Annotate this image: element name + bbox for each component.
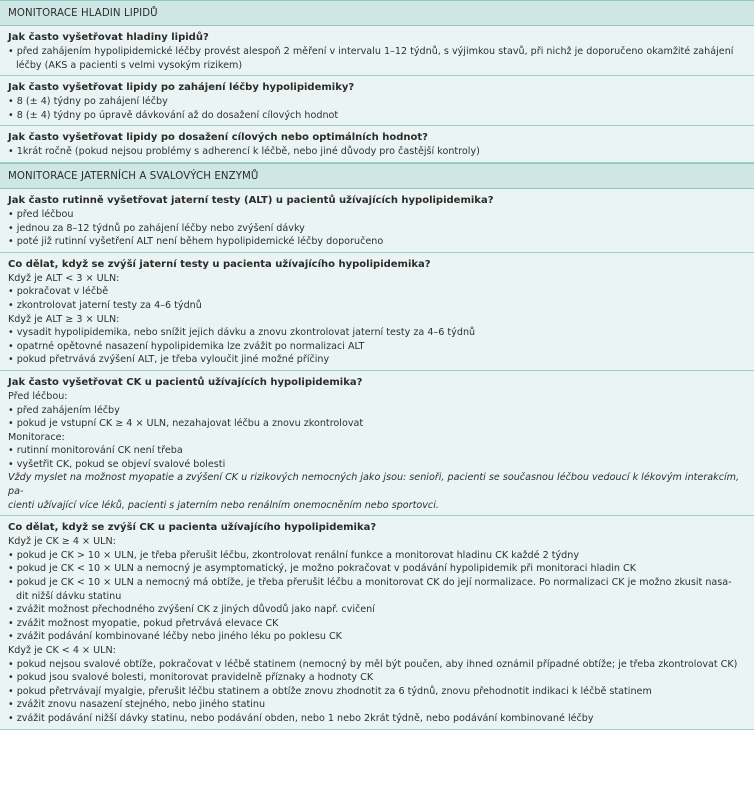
text-line: • před zahájením hypolipidemické léčby provést alespoň 2 měření v intervalu 1–12 týdnů, s výjimkou stavů, při nichž je doporučeno okamžité zahájení — [8, 46, 734, 57]
question-block — [0, 371, 754, 516]
bullet-item: • zkontrolovat jaterní testy za 4–6 týdnů — [8, 299, 746, 313]
text-line: Když je CK ≥ 4 × ULN: — [8, 536, 116, 548]
note-text: cienti užívající více léků, pacienti s jaterním nebo renálním onemocněním nebo sportovci. — [8, 499, 439, 511]
question-block — [0, 189, 754, 253]
section-header: MONITORACE HLADIN LIPIDŮ — [0, 0, 754, 26]
question-block — [0, 516, 754, 729]
text-line: Když je CK < 4 × ULN: — [8, 645, 116, 656]
bullet-item: • rutinní monitorování CK není třeba — [8, 444, 746, 458]
bullet-item: • pokud přetrvávají myalgie, přerušit léčbu statinem a obtíže znovu zhodnotit za 6 týdnů, znovu přehodnotit indikaci k léčbě statinem — [8, 685, 746, 699]
text-line: léčby (AKS a pacienti s velmi vysokým rizikem) — [16, 59, 243, 71]
bullet-item: • zvážit podávání kombinované léčby nebo jiného léku po poklesu CK — [8, 630, 746, 644]
text-line: Když je ALT ≥ 3 × ULN: — [8, 313, 120, 325]
bullet-item: • zvážit možnost myopatie, pokud přetrvává elevace CK — [8, 617, 746, 631]
text-line: dit nižší dávku statinu — [16, 590, 122, 602]
question-heading: Jak často vyšetřovat hladiny lipidů? — [8, 32, 209, 43]
bullet-item: • zvážit znovu nasazení stejného, nebo jiného statinu — [8, 698, 746, 712]
bullet-item: • před léčbou — [8, 208, 746, 222]
question-block — [0, 126, 754, 163]
bullet-item: • poté již rutinní vyšetření ALT není během hypolipidemické léčby doporučeno — [8, 235, 746, 249]
bullet-item: • vysadit hypolipidemika, nebo snížit jejich dávku a znovu zkontrolovat jaterní testy za 4–6 týdnů — [8, 326, 746, 340]
note-text: Vždy myslet na možnost myopatie a zvýšení CK u rizikových nemocných jako jsou: senioři, pacienti se současnou léčbou vedoucí k lékovým interakcím, pa- — [8, 472, 740, 498]
bullet-item: • jednou za 8–12 týdnů po zahájení léčby nebo zvýšení dávky — [8, 222, 746, 236]
bullet-item: • pokračovat v léčbě — [8, 285, 746, 299]
bullet-item: • zvážit podávání nižší dávky statinu, nebo podávání obden, nebo 1 nebo 2krát týdně, nebo podávání kombinované léčby — [8, 712, 746, 726]
text-line: Před léčbou: — [8, 390, 68, 402]
bullet-item: • před zahájením léčby — [8, 404, 746, 418]
bullet-item: • pokud přetrvává zvýšení ALT, je třeba vyloučit jiné možné příčiny — [8, 353, 746, 367]
question-heading: Co dělat, když se zvýší CK u pacienta užívajícího hypolipidemika? — [8, 522, 377, 534]
question-heading: Jak často rutinně vyšetřovat jaterní testy (ALT) u pacientů užívajících hypolipidemika? — [8, 194, 494, 206]
question-block — [0, 76, 754, 126]
bullet-item: • zvážit možnost přechodného zvýšení CK z jiných důvodů jako např. cvičení — [8, 603, 746, 617]
question-heading: Jak často vyšetřovat lipidy po zahájení léčby hypolipidemiky? — [8, 82, 355, 94]
question-block — [0, 26, 754, 76]
bullet-item: • pokud je CK < 10 × ULN a nemocný je asymptomatický, je možno pokračovat v podávání hypolipidemik při monitoraci hladin CK — [8, 562, 746, 576]
bullet-item: • 8 (± 4) týdny po zahájení léčby — [8, 95, 746, 109]
question-heading: Co dělat, když se zvýší jaterní testy u pacienta užívajícího hypolipidemika? — [8, 258, 431, 270]
bullet-item: • pokud je CK > 10 × ULN, je třeba přerušit léčbu, zkontrolovat renální funkce a monitorovat hladinu CK každé 2 týdny — [8, 549, 746, 563]
bullet-item: • pokud je vstupní CK ≥ 4 × ULN, nezahajovat léčbu a znovu zkontrolovat — [8, 417, 746, 431]
question-heading: Jak často vyšetřovat CK u pacientů užívajících hypolipidemika? — [8, 376, 363, 388]
bullet-item: • vyšetřit CK, pokud se objeví svalové bolesti — [8, 458, 746, 472]
text-line: Když je ALT < 3 × ULN: — [8, 272, 120, 284]
bullet-item: • opatrné opětovné nasazení hypolipidemika lze zvážit po normalizaci ALT — [8, 340, 746, 354]
question-heading: Jak často vyšetřovat lipidy po dosažení cílových nebo optimálních hodnot? — [8, 132, 428, 144]
bullet-item: • 1krát ročně (pokud nejsou problémy s adherencí k léčbě, nebo jiné důvody pro častější kontroly) — [8, 145, 746, 159]
bullet-item: • pokud nejsou svalové obtíže, pokračovat v léčbě statinem (nemocný by měl být poučen, aby ihned oznámil případné obtíže; je třeba zkontrolovat CK) — [8, 658, 746, 672]
question-block — [0, 253, 754, 371]
bullet-item: • 8 (± 4) týdny po úpravě dávkování až do dosažení cílových hodnot — [8, 109, 746, 123]
text-line: Monitorace: — [8, 431, 65, 443]
bullet-item: • pokud jsou svalové bolesti, monitorovat pravidelně příznaky a hodnoty CK — [8, 671, 746, 685]
bullet-item: • pokud je CK < 10 × ULN a nemocný má obtíže, je třeba přerušit léčbu a monitorovat CK do její normalizace. Po normalizaci CK je možno zkusit nasa- — [8, 576, 746, 590]
section-header: MONITORACE JATERNÍCH A SVALOVÝCH ENZYMŮ — [0, 163, 754, 189]
